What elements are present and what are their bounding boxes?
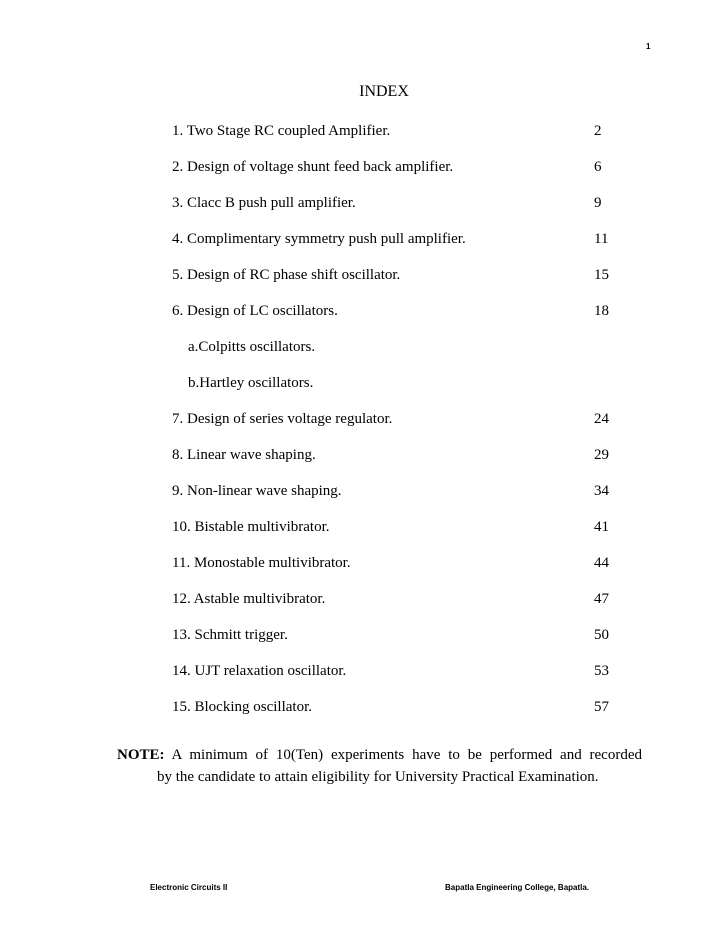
entry-page: 29 [594,447,609,463]
index-entry [172,661,612,681]
index-entry [172,553,612,573]
note-paragraph [117,744,642,788]
note-text-line1: A minimum of 10(Ten) experiments have to be performed and recorded [171,747,642,763]
index-entry [172,589,612,609]
entry-page: 15 [594,267,609,283]
note-label: NOTE: [117,747,165,763]
entry-label: 14. UJT relaxation oscillator. [172,663,347,679]
entry-label: 6. Design of LC oscillators. [172,303,338,319]
entry-label: 5. Design of RC phase shift oscillator. [172,267,401,283]
entry-label: 10. Bistable multivibrator. [172,519,330,535]
entry-page: 6 [594,159,602,175]
index-entry [172,157,612,177]
index-entry [172,121,612,141]
entry-page: 41 [594,519,609,535]
entry-label: 2. Design of voltage shunt feed back amplifier. [172,159,454,175]
entry-label: 1. Two Stage RC coupled Amplifier. [172,123,391,139]
index-entry [172,193,612,213]
index-entry [172,625,612,645]
entry-page: 24 [594,411,609,427]
entry-page: 44 [594,555,609,571]
entry-page: 9 [594,195,602,211]
entry-label: 7. Design of series voltage regulator. [172,411,393,427]
entry-label: b.Hartley oscillators. [188,375,314,391]
entry-label: 3. Clacc B push pull amplifier. [172,195,356,211]
index-subentry [188,373,628,393]
entry-label: 13. Schmitt trigger. [172,627,288,643]
entry-label: a.Colpitts oscillators. [188,339,316,355]
footer-institution: Bapatla Engineering College, Bapatla. [445,883,590,892]
index-entry [172,697,612,717]
entry-label: 4. Complimentary symmetry push pull amplifier. [172,231,466,247]
entry-page: 11 [594,231,609,247]
footer-course-title: Electronic Circuits II [150,883,228,892]
index-entry [172,301,612,321]
index-entry [172,229,612,249]
note-text-line2: by the candidate to attain eligibility for University Practical Examination. [157,769,599,785]
index-entry [172,517,612,537]
page-number: 1 [646,42,651,51]
entry-page: 53 [594,663,609,679]
index-entry [172,265,612,285]
index-subentry [188,337,628,357]
index-entry [172,445,612,465]
entry-label: 12. Astable multivibrator. [172,591,326,607]
entry-page: 34 [594,483,609,499]
entry-page: 18 [594,303,609,319]
entry-page: 2 [594,123,602,139]
entry-label: 8. Linear wave shaping. [172,447,316,463]
entry-page: 47 [594,591,609,607]
entry-label: 9. Non-linear wave shaping. [172,483,342,499]
index-entry [172,409,612,429]
entry-label: 15. Blocking oscillator. [172,699,312,715]
entry-page: 57 [594,699,609,715]
index-entry [172,481,612,501]
entry-label: 11. Monostable multivibrator. [172,555,351,571]
page-title: INDEX [359,83,409,100]
entry-page: 50 [594,627,609,643]
